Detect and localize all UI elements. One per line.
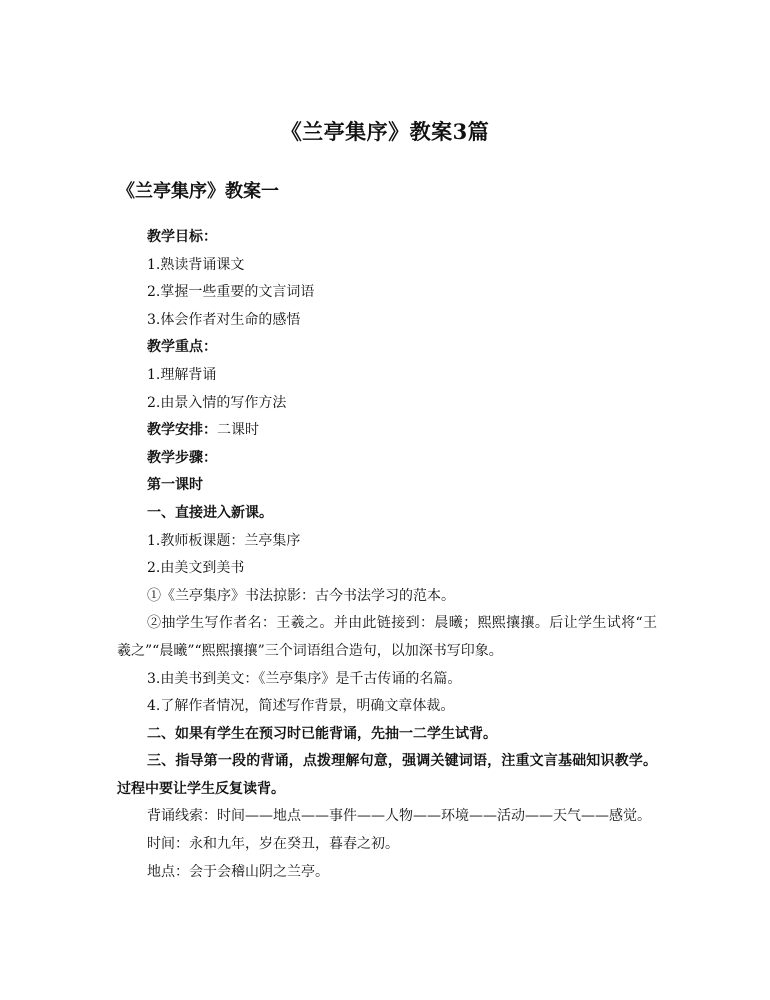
step-item: 1.教师板课题：兰亭集序 xyxy=(147,532,301,549)
time-line: 时间：永和九年，岁在癸丑，暮春之初。 xyxy=(147,836,399,853)
goal-item: 1.熟读背诵课文 xyxy=(147,256,245,273)
goals-heading: 教学目标： xyxy=(147,229,217,245)
step-subitem: ①《兰亭集序》书法掠影：古今书法学习的范本。 xyxy=(147,587,455,604)
goal-item: 2.掌握一些重要的文言词语 xyxy=(147,284,315,301)
schedule-line xyxy=(117,417,657,445)
section-title: 《兰亭集序》教案一 xyxy=(117,181,279,202)
lesson-heading: 第一课时 xyxy=(147,477,203,494)
place-line: 地点：会于会稽山阴之兰亭。 xyxy=(147,863,329,880)
step-item: 3.由美书到美文：《兰亭集序》是千古传诵的名篇。 xyxy=(147,670,462,687)
key-point-item: 2.由景入情的写作方法 xyxy=(147,394,287,411)
step-heading: 一、直接进入新课。 xyxy=(147,504,273,521)
step-paragraph: 三、指导第一段的背诵，点拨理解句意，强调关键词语，注重文言基础知识教学。过程中要让学生反复读背。 xyxy=(117,753,657,797)
schedule-label: 教学安排： xyxy=(147,422,217,439)
goal-item: 3.体会作者对生命的感悟 xyxy=(147,311,301,328)
step-item: 4.了解作者情况，简述写作背景，明确文章体裁。 xyxy=(147,698,455,715)
document-title: 《兰亭集序》教案3篇 xyxy=(280,119,490,144)
key-points-heading: 教学重点： xyxy=(147,339,217,356)
step-paragraph: ②抽学生写作者名：王羲之。并由此链接到：晨曦；熙熙攘攘。后让学生试将“王羲之”“晨曦”“熙熙攘攘”三个词语组合造句，以加深书写印象。 xyxy=(117,615,657,659)
schedule-value: 二课时 xyxy=(217,422,259,439)
recitation-clue: 背诵线索：时间——地点——事件——人物——环境——活动——天气——感觉。 xyxy=(147,808,651,825)
key-point-item: 1.理解背诵 xyxy=(147,366,217,383)
document-body xyxy=(117,224,657,886)
step-heading: 二、如果有学生在预习时已能背诵，先抽一二学生试背。 xyxy=(147,725,497,742)
steps-heading: 教学步骤： xyxy=(147,449,217,466)
step-item: 2.由美文到美书 xyxy=(147,560,245,577)
